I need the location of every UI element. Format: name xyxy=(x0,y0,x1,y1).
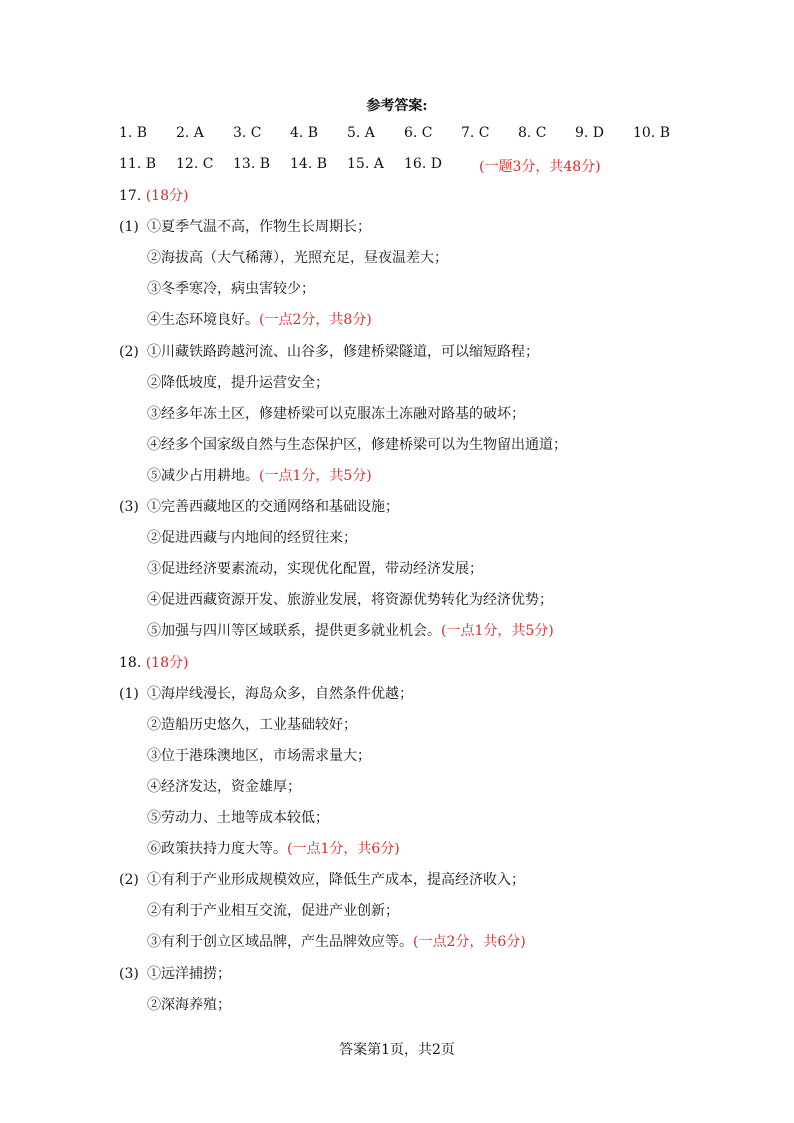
score-note: (一点2分，共6分) xyxy=(413,934,526,951)
page-footer: 答案第1页，共2页 xyxy=(339,1042,455,1058)
answer-point-text: ②有利于产业相互交流，促进产业创新； xyxy=(147,903,399,920)
mc-answer: 9. D xyxy=(575,125,605,141)
mc-answer: 3. C xyxy=(233,125,262,141)
question-score: (18分) xyxy=(145,654,189,671)
answer-point-text: ④经多个国家级自然与生态保护区，修建桥梁可以为生物留出通道； xyxy=(147,436,567,453)
answer-point-text: ④生态环境良好。 xyxy=(147,312,259,329)
answer-point xyxy=(147,590,553,610)
question-number: 18. xyxy=(119,654,142,671)
answer-point-text: ①川藏铁路跨越河流、山谷多，修建桥梁隧道，可以缩短路程； xyxy=(147,343,539,360)
score-note: (一点1分，共6分) xyxy=(287,841,400,858)
answer-point-text: ③促进经济要素流动，实现优化配置，带动经济发展； xyxy=(147,561,483,578)
mc-answer: 14. B xyxy=(290,156,328,172)
answer-point-text: ⑤劳动力、土地等成本较低； xyxy=(147,810,329,826)
answer-point-text: ②海拔高（大气稀薄），光照充足，昼夜温差大； xyxy=(147,250,448,267)
mc-answer: 13. B xyxy=(233,156,271,172)
answer-point xyxy=(147,342,539,362)
question-header xyxy=(119,186,188,206)
answer-point xyxy=(147,746,371,766)
answer-point xyxy=(147,466,372,486)
mc-score-note: (一题3分，共48分) xyxy=(479,159,601,175)
answer-point xyxy=(147,310,372,330)
answer-point xyxy=(147,808,329,828)
mc-answer: 11. B xyxy=(119,156,157,172)
part-label-text: (3) xyxy=(119,499,139,515)
part-label-text: (1) xyxy=(119,685,139,702)
mc-answer: 6. C xyxy=(404,125,433,141)
answer-point-text: ④促进西藏资源开发、旅游业发展，将资源优势转化为经济优势； xyxy=(147,592,553,609)
answer-point xyxy=(147,995,231,1015)
answer-point-text: ①完善西藏地区的交通网络和基础设施； xyxy=(147,499,399,515)
answer-point-text: ①远洋捕捞； xyxy=(147,965,231,982)
answer-point xyxy=(147,373,329,393)
question-score: (18分) xyxy=(145,188,189,204)
answer-point xyxy=(147,528,357,548)
mc-answer: 1. B xyxy=(119,125,148,141)
mc-answer: 12. C xyxy=(176,156,214,172)
answer-point xyxy=(147,248,448,268)
mc-answer: 10. B xyxy=(633,125,671,141)
answer-point xyxy=(147,870,525,890)
answer-point xyxy=(147,777,301,797)
answer-point xyxy=(147,621,554,641)
part-label xyxy=(119,342,139,362)
answer-point xyxy=(147,435,567,455)
score-note: (一点1分，共5分) xyxy=(259,467,372,484)
answer-point xyxy=(147,497,399,517)
part-label xyxy=(119,964,139,984)
part-label xyxy=(119,217,139,237)
part-label xyxy=(119,870,139,890)
part-label xyxy=(119,497,139,517)
answer-point xyxy=(147,932,526,952)
answer-point-text: ⑤加强与四川等区域联系，提供更多就业机会。 xyxy=(147,623,441,640)
mc-answer: 8. C xyxy=(518,125,547,141)
question-header xyxy=(119,653,188,673)
question-number: 17. xyxy=(119,188,142,204)
score-note: (一点1分，共5分) xyxy=(441,623,554,640)
mc-answer: 16. D xyxy=(404,156,442,172)
answer-point-text: ④经济发达，资金雄厚； xyxy=(147,778,301,795)
part-label xyxy=(119,684,139,704)
answer-point-text: ③有利于创立区域品牌，产生品牌效应等。 xyxy=(147,934,413,951)
part-label-text: (3) xyxy=(119,965,139,982)
mc-answer: 15. A xyxy=(347,156,384,172)
answer-point xyxy=(147,217,371,237)
answer-point xyxy=(147,839,400,859)
score-note: (一点2分，共8分) xyxy=(259,312,372,329)
answer-point-text: ②促进西藏与内地间的经贸往来； xyxy=(147,530,357,547)
answer-point-text: ②深海养殖； xyxy=(147,996,231,1013)
answer-point-text: ⑥政策扶持力度大等。 xyxy=(147,841,287,858)
answer-point xyxy=(147,684,413,704)
answer-point-text: ⑤减少占用耕地。 xyxy=(147,467,259,484)
answer-point-text: ③位于港珠澳地区，市场需求量大； xyxy=(147,747,371,764)
answer-point-text: ①有利于产业形成规模效应，降低生产成本，提高经济收入； xyxy=(147,872,525,889)
part-label-text: (1) xyxy=(119,219,139,236)
answer-point-text: ③经多年冻土区，修建桥梁可以克服冻土冻融对路基的破坏； xyxy=(147,405,525,422)
answer-point-text: ①海岸线漫长，海岛众多，自然条件优越； xyxy=(147,685,413,702)
answer-point xyxy=(147,901,399,921)
answer-point xyxy=(147,964,231,984)
answer-point xyxy=(147,404,525,424)
answer-point xyxy=(147,559,483,579)
answer-point xyxy=(147,715,357,735)
answer-point xyxy=(147,279,315,299)
part-label-text: (2) xyxy=(119,872,139,889)
answer-point-text: ①夏季气温不高，作物生长周期长； xyxy=(147,219,371,236)
mc-answer: 2. A xyxy=(176,125,204,141)
answer-point-text: ②造船历史悠久，工业基础较好； xyxy=(147,716,357,733)
part-label-text: (2) xyxy=(119,343,139,360)
mc-answer: 4. B xyxy=(290,125,319,141)
mc-answer: 7. C xyxy=(461,125,490,141)
page-title: 参考答案: xyxy=(366,98,428,114)
mc-answer: 5. A xyxy=(347,125,375,141)
answer-point-text: ③冬季寒冷，病虫害较少； xyxy=(147,281,315,298)
answer-point-text: ②降低坡度，提升运营安全； xyxy=(147,374,329,391)
